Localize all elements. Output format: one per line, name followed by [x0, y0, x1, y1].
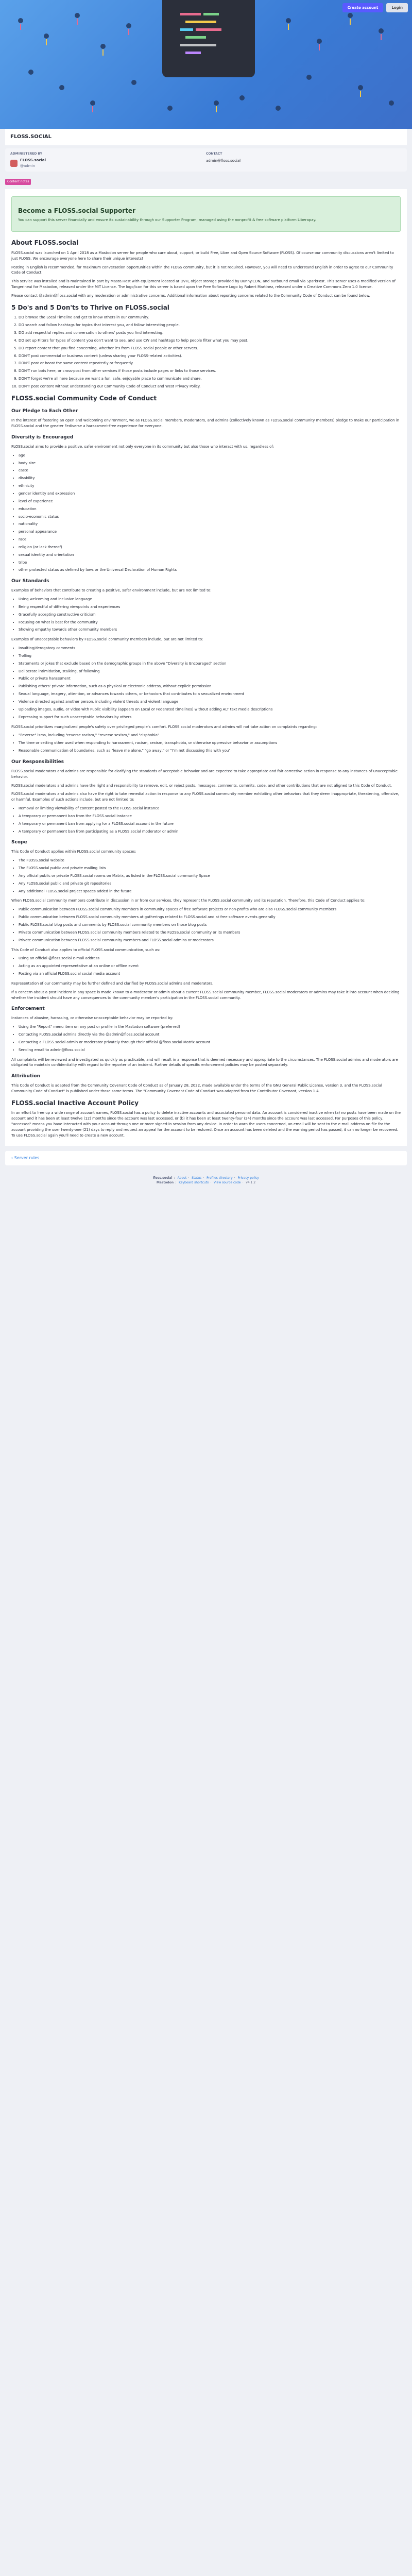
- create-account-button[interactable]: Create account: [342, 3, 384, 13]
- footer-shortcuts-link[interactable]: Keyboard shortcuts: [179, 1181, 209, 1185]
- dos-item: 9. DON'T forget we're all here because we want a fun, safe, enjoyable place to communicate and share.: [19, 376, 401, 382]
- list-item: • sexual identity and orientation: [19, 552, 401, 558]
- diversity-text: FLOSS.social aims to provide a positive, safer environment not only everyone in its community but also those who interact with us, regardless of:: [11, 444, 274, 449]
- list-item: • Publishing others' private information, such as a physical or electronic address, without explicit permission: [19, 684, 401, 689]
- hero-banner: [0, 0, 412, 129]
- main-page: [0, 129, 412, 1185]
- footer-mastodon: Mastodon: [156, 1181, 174, 1185]
- list-item: • personal appearance: [19, 529, 401, 535]
- list-item: • Expressing support for such unacceptable behaviors by others: [19, 715, 401, 720]
- list-item: • The time or setting other used when responding to harassment, racism, sexism, transphobia, or otherwise oppressive behavior or assumptions: [19, 740, 401, 746]
- list-item: • Violence directed against another person, including violent threats and violent language: [19, 699, 401, 705]
- scope-text: This Code of Conduct applies within FLOSS.social community spaces:: [11, 850, 136, 854]
- footer-server: floss.social: [153, 1176, 173, 1180]
- list-item: • Gracefully accepting constructive criticism: [19, 612, 401, 618]
- enforcement-list: [19, 1024, 401, 1053]
- list-item: • Showing empathy towards other community members: [19, 627, 401, 633]
- list-item: • caste: [19, 468, 401, 473]
- list-item: • Reasonable communication of boundaries, such as "leave me alone," "go away," or "I'm not discussing this with you": [19, 748, 401, 754]
- list-item: • Insulting/derogatory comments: [19, 646, 401, 651]
- administered-by-label: ADMINISTERED BY: [10, 151, 42, 156]
- server-rules-label: Server rules: [14, 1155, 40, 1160]
- about-title: About FLOSS.social: [11, 239, 79, 247]
- dos-item: 3. DO add respectful replies and conversation to others' posts you find interesting.: [19, 330, 401, 336]
- list-item: • A temporary or permanent ban from applying for a FLOSS.social account in the future: [19, 821, 401, 827]
- status-badge: Content notes: [5, 179, 31, 184]
- list-item: • Public FLOSS.social blog posts and comments by FLOSS.social community members on those blog posts: [19, 922, 401, 928]
- list-item: • tribe: [19, 560, 401, 566]
- priority-text: FLOSS.social prioritizes marginalized people's safety over privileged people's comfort. FLOSS.social moderators and admins will not take action on complaints regarding:: [11, 724, 317, 729]
- scope-list: [19, 907, 401, 943]
- list-item: • The FLOSS.social public and private mailing lists: [19, 866, 401, 871]
- about-paragraph: Please contact @admin@floss.social with any moderation or administrative concerns. Additional information about reporting concerns related to the Community Code of Conduct can be found below.: [11, 293, 370, 298]
- enforcement-heading: Enforcement: [11, 1006, 45, 1012]
- list-item: • Using welcoming and inclusive language: [19, 597, 401, 602]
- contact-email[interactable]: admin@floss.social: [206, 158, 241, 163]
- list-item: • Using an official @floss.social e-mail address: [19, 956, 401, 961]
- list-item: • Using the "Report" menu item on any post or profile in the Mastodon software (preferred): [19, 1024, 401, 1030]
- list-item: • The FLOSS.social website: [19, 858, 401, 863]
- footer-version: v4.1.2: [246, 1181, 256, 1185]
- scope-text: This Code of Conduct also applies to official FLOSS.social communication, such as:: [11, 947, 161, 952]
- list-item: • Acting as an appointed representative at an online or offline event: [19, 963, 401, 969]
- inactive-title: FLOSS.social Inactive Account Policy: [11, 1099, 139, 1107]
- footer: floss.social : About · Status · Profiles directory · Privacy policy Mastodon : Keyboard shortcuts · View source code · v4.1.2: [153, 1176, 259, 1185]
- code-line: [185, 52, 201, 54]
- list-item: • Any FLOSS.social public and private git repositories: [19, 881, 401, 887]
- enforcement-text: All complaints will be reviewed and investigated as quickly as practicable, and will result in a response that is deemed necessary and appropriate to the circumstances. The FLOSS.social admins and moderators are obligated to maintain confidentiality with regard to the reporter of an incident. Further details of specific enforcement policies may be posted separately.: [11, 1057, 398, 1067]
- chevron-right-icon: ›: [11, 1155, 13, 1160]
- scope-list: [19, 956, 401, 977]
- attribution-heading: Attribution: [11, 1074, 40, 1079]
- server-rules-toggle[interactable]: [5, 1151, 407, 1165]
- attribution-text: This Code of Conduct is adapted from the Community Covenant Code of Conduct as of January 28, 2022, made available under the terms of the GNU General Public License, version 3, and the FLOSS.social Community Code of Conduct" is published under those same terms. The "Community Covenant Code of Conduct was adapted from the Contributor Covenant, version 1.4.: [11, 1083, 382, 1094]
- dos-item: 7. DON'T post or boost the same content repeatedly or frequently.: [19, 361, 401, 366]
- scope-text: When FLOSS.social community members contribute in discussion in or from our services, they represent the FLOSS.social community and its reputation. Therefore, this Code of Conduct applies to:: [11, 899, 366, 903]
- code-line: [180, 44, 216, 46]
- list-item: • age: [19, 453, 401, 459]
- dos-item: 10. DON'T post content without understanding our Community Code of Conduct and West Privacy Policy.: [19, 384, 401, 389]
- dos-item: 4. DO set up Filters for types of content you don't want to see, and use CW and hashtags to help people filter what you may post.: [19, 338, 401, 344]
- list-item: • level of experience: [19, 499, 401, 504]
- list-item: • Contacting FLOSS.social admins directly via the @admin@floss.social account: [19, 1032, 401, 1038]
- list-item: • gender identity and expression: [19, 491, 401, 497]
- pledge-heading: Our Pledge to Each Other: [11, 409, 78, 414]
- list-item: • Deliberate intimidation, stalking, of following: [19, 669, 401, 674]
- dos-item: 2. DO search and follow hashtags for topics that interest you, and follow interesting people.: [19, 323, 401, 328]
- supporter-banner: [11, 196, 401, 232]
- supporter-title: Become a FLOSS.social Supporter: [18, 207, 135, 214]
- list-item: • Focusing on what is best for the community: [19, 620, 401, 625]
- list-item: • "Reverse" isms, including "reverse racism," "reverse sexism," and "cisphobia": [19, 733, 401, 738]
- list-item: • ethnicity: [19, 483, 401, 489]
- admin-bar: [5, 148, 407, 172]
- list-item: • Private communication between FLOSS.social community members related to the FLOSS.social community or its members: [19, 930, 401, 936]
- code-line: [185, 21, 216, 23]
- login-button[interactable]: Login: [386, 3, 408, 13]
- scope-heading: Scope: [11, 840, 27, 845]
- enforcement-text: Instances of abusive, harassing, or otherwise unacceptable behavior may be reported by:: [11, 1016, 174, 1021]
- standards-list: [19, 597, 401, 633]
- list-item: • race: [19, 537, 401, 543]
- hero-illustration: [0, 0, 412, 129]
- list-item: • Statements or jokes that exclude based on the demographic groups in the above "Diversity is Encouraged" section: [19, 661, 401, 667]
- list-item: • Any additional FLOSS.social project spaces added in the future: [19, 889, 401, 894]
- footer-about-link[interactable]: About: [177, 1176, 187, 1180]
- list-item: • Trolling: [19, 653, 401, 659]
- about-paragraph: Posting in English is recommended, for maximum conversation opportunities within the FLOSS community, but it is not required. However, you will need to understand English in order to agree to our Community Code of Conduct.: [11, 265, 393, 275]
- admin-name: FLOSS.social: [20, 158, 46, 162]
- responsibilities-text: FLOSS.social moderators and admins are responsible for clarifying the standards of acceptable behavior and are expected to take appropriate and fair corrective action in response to any instances of unacceptable behavior.: [11, 769, 398, 779]
- list-item: • Removal or limiting viewability of content posted to the FLOSS.social instance: [19, 806, 401, 811]
- list-item: • Public communication between FLOSS.social community members in community spaces of free software projects or non-profits who are also FLOSS.social community members: [19, 907, 401, 912]
- list-item: • Private communication between FLOSS.social community members and FLOSS.social admins or moderators: [19, 938, 401, 943]
- list-item: • A temporary or permanent ban from the FLOSS.social instance: [19, 814, 401, 819]
- list-item: • education: [19, 506, 401, 512]
- dos-item: 6. DON'T post commercial or business content (unless sharing your FLOSS-related activities).: [19, 353, 401, 359]
- list-item: • Uploading images, audio, or video with Public visibility (appears on Local or Federated timelines) without adding ALT text media descriptions: [19, 707, 401, 713]
- footer-privacy-link[interactable]: Privacy policy: [237, 1176, 259, 1180]
- list-item: • other protected status as defined by laws or the Universal Declaration of Human Rights: [19, 567, 401, 573]
- responsibilities-list: [19, 806, 401, 834]
- administered-by: [10, 151, 206, 169]
- unacceptable-text: Examples of unacceptable behaviors by FLOSS.social community members include, but are not limited to:: [11, 637, 203, 642]
- list-item: • nationality: [19, 521, 401, 527]
- diversity-heading: Diversity is Encouraged: [11, 434, 74, 440]
- code-line: [180, 28, 193, 31]
- responsibilities-heading: Our Responsibilities: [11, 759, 64, 765]
- admin-account[interactable]: [10, 158, 206, 169]
- list-item: • Any official public or private FLOSS.social rooms on Matrix, as listed in the FLOSS.social community Space: [19, 873, 401, 879]
- standards-text: Examples of behaviors that contribute to creating a positive, safer environment include, but are not limited to:: [11, 588, 212, 593]
- coc-title: FLOSS.social Community Code of Conduct: [11, 394, 157, 402]
- list-item: • Public communication between FLOSS.social community members at gatherings related to FLOSS.social and at free software events generally: [19, 914, 401, 920]
- responsibilities-text: FLOSS.social moderators and admins also have the right to take remedial action in response to any FLOSS.social community member exhibiting other behaviors that they deem inappropriate, threatening, offensive, or harmful. Examples of such actions include, but are not limited to:: [11, 792, 399, 802]
- about-paragraph: This service was installed and is maintained in part by Masto.Host with equipment located at OVH, object storage provided by Bunny.CDN, and outbound email via SparkPost. This server uses a modified version of Tangerineui for Mastodon, released under the MIT License. The logo/icon for this server is based upon the Free Software Logo by Robert Martinez, released under a Creative Commons Zero 1.0 license.: [11, 279, 396, 290]
- representation-text: Representation of our community may be further defined and clarified by FLOSS.social admins and moderators.: [11, 981, 214, 986]
- about-paragraph: FLOSS.social was launched on 1 April 2018 as a Mastodon server for people who care about, support, or build Free, Libre and Open Source Software (FLOSS). Of course our community discussions aren't limited to just FLOSS. We encourage everyone here to share their unique interests!: [11, 250, 394, 261]
- about-content: [5, 189, 407, 1146]
- list-item: • disability: [19, 476, 401, 481]
- dos-title: 5 Do's and 5 Don'ts to Thrive on FLOSS.social: [11, 303, 169, 311]
- contact-label: CONTACT: [206, 151, 222, 156]
- code-line: [185, 36, 206, 39]
- dos-item: 5. DO report content that you find concerning, whether it's from FLOSS.social people or other servers.: [19, 346, 401, 351]
- responsibilities-text: FLOSS.social moderators and admins have the right and responsibility to remove, edit, or reject posts, messages, comments, commits, code, and other contributions that are not aligned to this Code of Conduct.: [11, 783, 392, 788]
- list-item: • Posting via an official FLOSS.social social media account: [19, 971, 401, 977]
- pledge-text: In the interest of fostering an open and welcoming environment, we as FLOSS.social members, moderators, and admins (collectively known as FLOSS.social community members) pledge to make our participation in FLOSS.social and the greater Fediverse a harassment-free experience for everyone.: [11, 418, 400, 429]
- contact: [206, 151, 402, 169]
- supporter-text: You can support this server financially and ensure its sustainability through our Supporter Program, managed using the nonprofit & free software platform Liberapay.: [18, 218, 316, 223]
- list-item: • religion (or lack thereof): [19, 545, 401, 550]
- top-bar: [0, 0, 412, 15]
- standards-heading: Our Standards: [11, 579, 49, 584]
- code-line: [196, 28, 221, 31]
- list-item: • body size: [19, 461, 401, 466]
- dos-list: [19, 315, 401, 389]
- avatar: [10, 160, 18, 167]
- list-item: • socio-economic status: [19, 514, 401, 520]
- list-item: • Sexual language, imagery, attention, or advances towards others, or behaviors that contributes to a sexualized environment: [19, 691, 401, 697]
- footer-profiles-link[interactable]: Profiles directory: [207, 1176, 233, 1180]
- dos-item: 1. DO browse the Local Timeline and get to know others in our community.: [19, 315, 401, 320]
- inactive-text: In an effort to free up a wide range of account names, FLOSS.social has a policy to delete inactive accounts and associated personal data. An account is considered inactive when (a) no posts have been made on the account and it has been at least twelve (12) months since the account was last accessed, or (b) it has been at least twenty-four (24) months since the account was last accessed. For purposes of this policy, "accessed" means you have interacted with your account through one or more signed-in session from any device. In order to warn the users concerned, an email will be sent to the e-mail address on file for the account providing the user twenty-one (21) days to reply and request an appeal for the account to be restored. Once an account has been deleted and the warning period has passed, it can no longer be recovered. To use FLOSS.social again you'll need to create a new account.: [11, 1111, 401, 1138]
- priority-list: [19, 733, 401, 754]
- footer-status-link[interactable]: Status: [192, 1176, 202, 1180]
- footer-source-link[interactable]: View source code: [214, 1181, 241, 1185]
- diversity-list: [19, 453, 401, 573]
- representation-text: If a concern about a post incident in any space is made known to a moderator or admin about a current FLOSS.social community member, FLOSS.social moderators or admins may take it into account when deciding whether the incident should have any consequences to the community member's participation in the FLOSS.social community.: [11, 990, 400, 1000]
- list-item: • Public or private harassment: [19, 676, 401, 682]
- admin-handle: @admin: [20, 163, 35, 168]
- list-item: • Being respectful of differing viewpoints and experiences: [19, 604, 401, 610]
- list-item: • Sending email to admin@floss.social: [19, 1047, 401, 1053]
- server-header: [5, 129, 407, 145]
- scope-list: [19, 858, 401, 894]
- list-item: • Contacting a FLOSS.social admin or moderator privately through their official @floss.social Matrix account: [19, 1040, 401, 1045]
- list-item: • A temporary or permanent ban from participating as a FLOSS.social moderator or admin: [19, 829, 401, 835]
- unacceptable-list: [19, 646, 401, 720]
- server-name: FLOSS.SOCIAL: [10, 134, 52, 140]
- dos-item: 8. DON'T run bots here, or cross-post from other services if those posts include pages or links to those services.: [19, 368, 401, 374]
